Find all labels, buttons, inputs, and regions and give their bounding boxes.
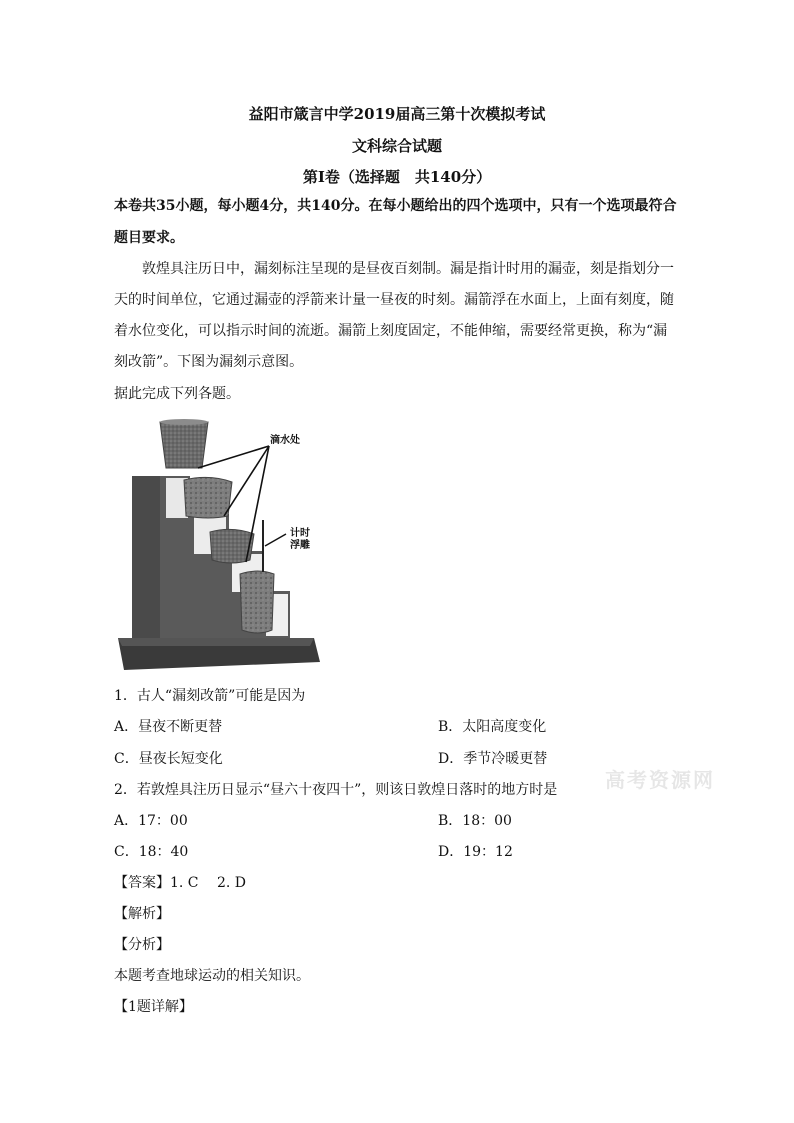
- question-2-option-c: C．18：40: [114, 844, 189, 860]
- watermark: 高考资源网: [605, 768, 715, 792]
- exam-subtitle: 文科综合试题: [351, 137, 442, 155]
- passage-prompt: 据此完成下列各题。: [114, 386, 240, 402]
- exam-title: 益阳市箴言中学2019届高三第十次模拟考试: [248, 105, 546, 123]
- stand-left-side: [132, 476, 160, 638]
- question-2-stem: 2．若敦煌具注历日显示“昼六十夜四十”，则该日敦煌日落时的地方时是: [114, 782, 558, 798]
- question-2-option-a: A．17：00: [114, 813, 188, 829]
- figure-label-drip: 滴水处: [270, 435, 300, 446]
- passage-line-4: 刻改箭”。下图为漏刻示意图。: [114, 354, 304, 370]
- answer-label: 【答案】: [114, 875, 170, 891]
- fenxi-heading: 【分析】: [114, 937, 170, 953]
- answer-line: [114, 873, 246, 893]
- passage-line-2: 天的时间单位，它通过漏壶的浮箭来计量一昼夜的时刻。漏箭浮在水面上，上面有刻度，随: [114, 292, 674, 308]
- figure-label-float-1: 计时: [290, 528, 310, 539]
- question-1-stem: 1．古人“漏刻改箭”可能是因为: [114, 688, 306, 704]
- passage-line-1: 敦煌具注历日中，漏刻标注呈现的是昼夜百刻制。漏是指计时用的漏壶，刻是指划分一: [142, 261, 674, 277]
- question-1-option-a: A．昼夜不断更替: [114, 719, 223, 735]
- float-vessel: [240, 571, 274, 633]
- question-1-option-d: D．季节冷暖更替: [438, 751, 548, 767]
- fenxi-text: 本题考查地球运动的相关知识。: [114, 968, 310, 984]
- question-1-option-b: B．太阳高度变化: [438, 719, 547, 735]
- analysis-heading: 【解析】: [114, 906, 170, 922]
- question-2-option-d: D．19：12: [438, 844, 513, 860]
- instructions-line-1: 本卷共35小题，每小题4分，共140分。在每小题给出的四个选项中，只有一个选项最符合: [114, 198, 677, 214]
- question-2-option-b: B．18：00: [438, 813, 512, 829]
- detail-heading: 【1题详解】: [114, 999, 193, 1015]
- instructions-line-2: 题目要求。: [114, 230, 184, 246]
- section-heading: 第Ⅰ卷（选择题 共140分）: [302, 168, 492, 186]
- float-rod: [262, 520, 264, 572]
- top-vessel: [160, 422, 208, 468]
- figure-label-float-2: 浮雕: [290, 540, 310, 551]
- answer-text: 1. C 2. D: [170, 875, 247, 891]
- second-vessel: [184, 477, 232, 518]
- passage-line-3: 着水位变化，可以指示时间的流逝。漏箭上刻度固定，不能伸缩，需要经常更换，称为“漏: [114, 323, 668, 339]
- question-1-option-c: C．昼夜长短变化: [114, 751, 223, 767]
